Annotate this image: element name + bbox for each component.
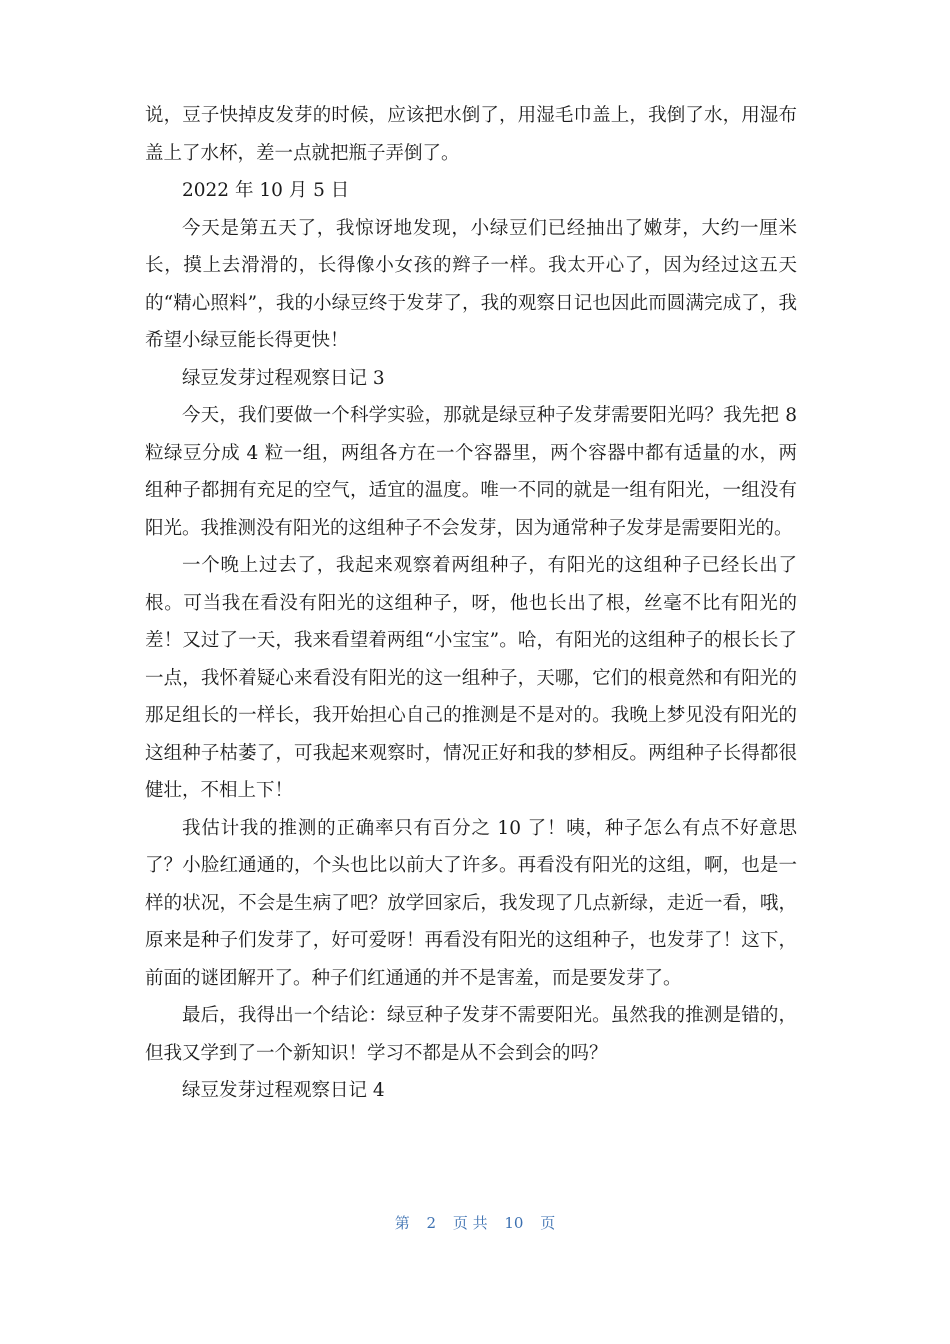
footer-label-ye-gong: 页 共 bbox=[452, 1214, 488, 1232]
paragraph: 最后，我得出一个结论：绿豆种子发芽不需要阳光。虽然我的推测是错的，但我又学到了一个新知识！学习不都是从不会到会的吗？ bbox=[145, 1005, 797, 1064]
section-heading: 绿豆发芽过程观察日记 4 bbox=[182, 1080, 385, 1101]
page-footer bbox=[0, 1212, 950, 1233]
footer-label-ye: 页 bbox=[540, 1214, 556, 1232]
footer-label-di: 第 bbox=[394, 1214, 410, 1232]
footer-total-pages: 10 bbox=[504, 1214, 524, 1232]
footer-current-page: 2 bbox=[426, 1214, 437, 1232]
paragraph: 我估计我的推测的正确率只有百分之 10 了！咦，种子怎么有点不好意思了？小脸红通通的，个头也比以前大了许多。再看没有阳光的这组，啊，也是一样的状况，不会是生病了吧？放学回家后，我发现了几点新绿，走近一看，哦，原来是种子们发芽了，好可爱呀！再看没有阳光的这组种子，也发芽了！这下，前面的谜团解开了。种子们红通通的并不是害羞，而是要发芽了。 bbox=[145, 817, 797, 989]
paragraph: 一个晚上过去了，我起来观察着两组种子，有阳光的这组种子已经长出了根。可当我在看没有阳光的这组种子，呀，他也长出了根，丝毫不比有阳光的差！又过了一天，我来看望着两组“小宝宝”。哈，有阳光的这组种子的根长长了一点，我怀着疑心来看没有阳光的这一组种子，天哪，它们的根竟然和有阳光的那足组长的一样长，我开始担心自己的推测是不是对的。我晚上梦见没有阳光的这组种子枯萎了，可我起来观察时，情况正好和我的梦相反。两组种子长得都很健壮，不相上下！ bbox=[145, 555, 797, 801]
section-heading: 绿豆发芽过程观察日记 3 bbox=[182, 367, 385, 389]
diary-date: 2022 年 10 月 5 日 bbox=[182, 180, 350, 201]
paragraph: 说，豆子快掉皮发芽的时候，应该把水倒了，用湿毛巾盖上，我倒了水，用湿布盖上了水杯，差一点就把瓶子弄倒了。 bbox=[145, 105, 797, 164]
document-body bbox=[145, 97, 797, 1110]
paragraph: 今天是第五天了，我惊讶地发现，小绿豆们已经抽出了嫩芽，大约一厘米长，摸上去滑滑的，长得像小女孩的辫子一样。我太开心了，因为经过这五天的“精心照料”，我的小绿豆终于发芽了，我的观察日记也因此而圆满完成了，我希望小绿豆能长得更快！ bbox=[145, 217, 797, 351]
paragraph: 今天，我们要做一个科学实验，那就是绿豆种子发芽需要阳光吗？我先把 8 粒绿豆分成 4 粒一组，两组各方在一个容器里，两个容器中都有适量的水，两组种子都拥有充足的空气，适宜的温度。唯一不同的就是一组有阳光，一组没有阳光。我推测没有阳光的这组种子不会发芽，因为通常种子发芽是需要阳光的。 bbox=[145, 405, 797, 539]
